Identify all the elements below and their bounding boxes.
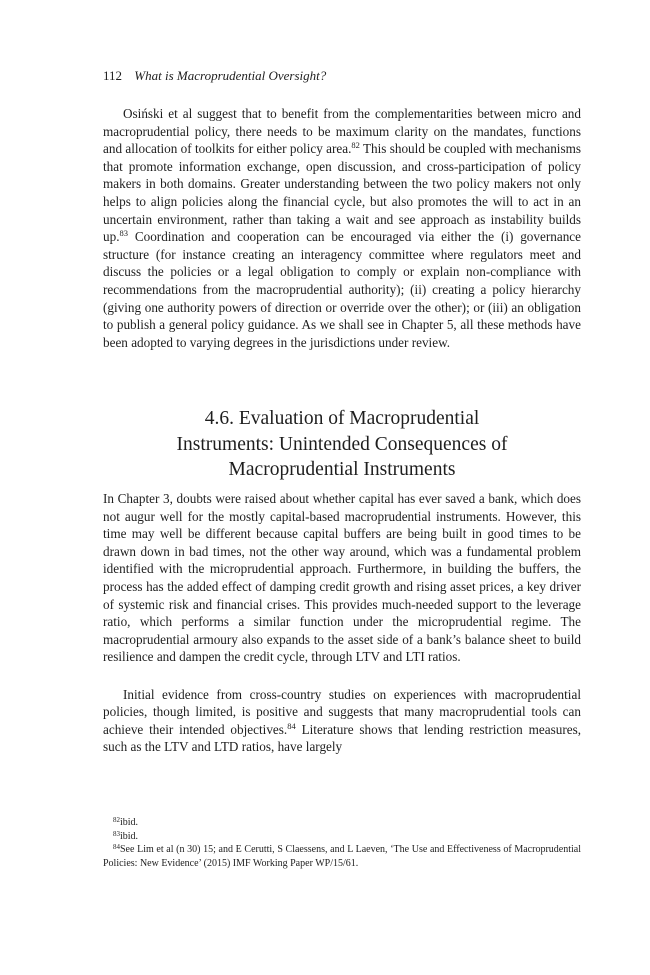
footnote <box>103 830 581 844</box>
running-header <box>103 68 326 84</box>
footnotes <box>103 816 581 870</box>
body-paragraph-1 <box>103 105 581 351</box>
body-paragraph-3 <box>103 686 581 756</box>
section-heading-line: 4.6. Evaluation of Macroprudential <box>204 408 480 429</box>
paragraph-text: This should be coupled with mechanisms that promote information exchange, open discussion, and cross-participation of policy makers in both domains. Greater understanding between the two policy makers not only helps to align policies along the financial cycle, but also promotes the will to act in an uncertain environment, rather than taking a wait and see approach as instability builds up. <box>103 141 581 245</box>
footnote-marker: 84 <box>113 843 120 852</box>
paragraph-text: Initial evidence from cross-country studies on experiences with macroprudential policies, though limited, is positive and suggests that many macroprudential tools can achieve their intended objectives. <box>103 686 581 737</box>
section-heading <box>103 406 581 483</box>
running-title: What is Macroprudential Oversight? <box>134 68 327 83</box>
footnote-marker: 83 <box>113 829 120 838</box>
footnote-text: ibid. <box>120 817 139 828</box>
footnote-ref[interactable]: 82 <box>351 140 360 151</box>
paragraph-text: Literature shows that lending restriction measures, such as the LTV and LTD ratios, have largely <box>103 721 581 755</box>
body-paragraph-2: In Chapter 3, doubts were raised about whether capital has ever saved a bank, which does not augur well for the mostly capital-based macroprudential instruments. However, this time may well be different because capital buffers are being built in good times to be drawn down in bad times, not the other way around, which was a fundamental problem identified with the microprudential approach. Furthermore, in building the buffers, the process has the added effect of damping credit growth and rising asset prices, a key driver of systemic risk and financial crises. This provides much-needed support to the leverage ratio, which performs a similar function under the microprudential regime. The macroprudential armoury also expands to the asset side of a bank’s balance sheet to build resilience and dampen the credit cycle, through LTV and LTI ratios. <box>103 491 581 665</box>
paragraph-text: Osiński et al suggest that to benefit from the complementarities between micro and macroprudential policy, there needs to be maximum clarity on the mandates, functions and allocation of toolkits for either policy area. <box>103 106 581 157</box>
footnote-text: ibid. <box>120 830 139 842</box>
section-heading-line: Instruments: Unintended Consequences of <box>176 433 508 455</box>
paragraph-text: Coordination and cooperation can be encouraged via either the (i) governance structure (for instance creating an interagency committee where regulators meet and discuss the policies or a legal obligation to comply or explain non-compliance with recommendations from the macroprudential authority); (ii) creating a policy hierarchy (giving one authority powers of direction or override over the other); or (iii) an obligation to publish a general policy guidance. As we shall see in Chapter 5, all these methods have been adopted to varying degrees in the jurisdictions under review. <box>103 229 581 350</box>
footnote-ref[interactable]: 83 <box>119 228 128 239</box>
footnote <box>103 816 581 830</box>
section-heading-line: Macroprudential Instruments <box>228 459 456 480</box>
footnote-ref[interactable]: 84 <box>287 720 296 731</box>
footnote <box>103 843 581 870</box>
footnote-marker: 82 <box>113 816 120 824</box>
footnote-text: See Lim et al (n 30) 15; and E Cerutti, S Claessens, and L Laeven, ‘The Use and Effectiveness of Macroprudential Policies: New Evidence’ (2015) IMF Working Paper WP/15/61. <box>103 844 581 869</box>
page-number: 112 <box>103 68 123 83</box>
